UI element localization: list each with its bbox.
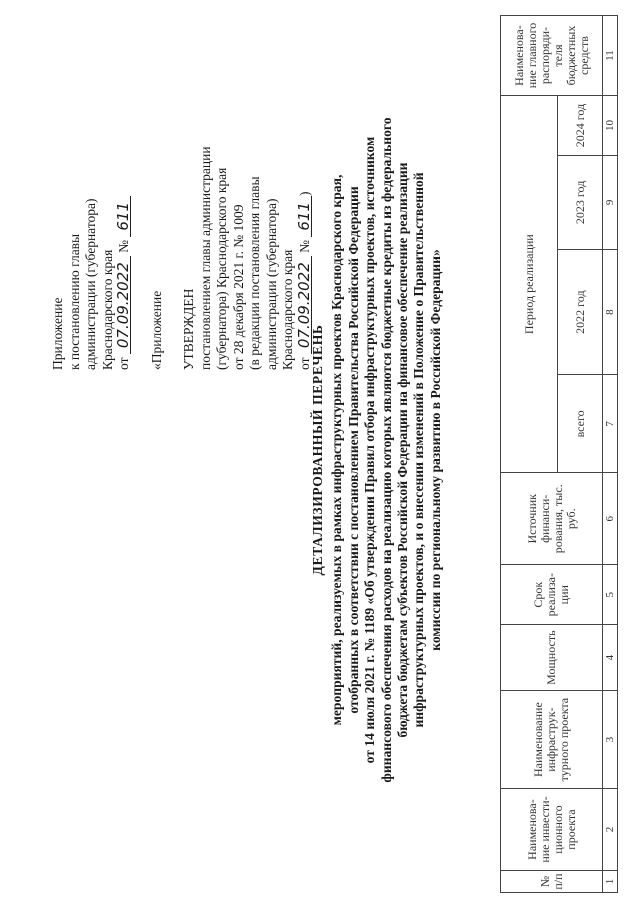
header-capacity: Мощность bbox=[501, 625, 603, 691]
title-line: мероприятий, реализуемых в рамках инфраструктурных проектов Краснодарского края, bbox=[329, 174, 345, 726]
handwritten-number: 611 bbox=[297, 196, 312, 237]
handwritten-number: 611 bbox=[116, 196, 131, 237]
header-manager: Наименова-ние главного распоряди-теля бюджетных средств bbox=[501, 16, 603, 96]
approval-line: администрации (губернатора) bbox=[263, 198, 279, 370]
title-line: комиссии по региональному развитию в Российской Федерации» bbox=[427, 249, 443, 651]
approved-heading: УТВЕРЖДЕН bbox=[181, 288, 196, 370]
title-line: бюджета бюджетам субъектов Российской Федерации на финансовое обеспечение реализации bbox=[395, 162, 411, 738]
column-number: 4 bbox=[603, 625, 618, 691]
attachment-line: к постановлению главы bbox=[66, 233, 82, 370]
column-number: 8 bbox=[603, 249, 618, 375]
approval-line: Краснодарского края bbox=[280, 249, 295, 370]
from-prefix: от bbox=[296, 357, 312, 370]
header-2024: 2024 год bbox=[558, 96, 603, 156]
column-number: 7 bbox=[603, 375, 618, 473]
header-num: № п/п bbox=[501, 871, 603, 893]
attachment-line: Краснодарского края bbox=[99, 249, 115, 370]
approval-block bbox=[50, 30, 313, 370]
title-line: отобранных в соответствии с постановлением Правительства Российской Федерации bbox=[345, 186, 361, 714]
header-total: всего bbox=[558, 375, 603, 473]
approval-line: (губернатора) Краснодарского края bbox=[214, 167, 229, 370]
column-number: 3 bbox=[603, 691, 618, 789]
document-title bbox=[310, 30, 444, 870]
header-infra-project: Наименование инфраструк-турного проекта bbox=[501, 691, 603, 789]
title-line: инфраструктурных проектов, и о внесении изменений в Положение о Правительственной bbox=[411, 172, 427, 728]
header-term: Срок реализа-ции bbox=[501, 565, 603, 625]
title-heading: ДЕТАЛИЗИРОВАННЫЙ ПЕРЕЧЕНЬ bbox=[310, 324, 325, 576]
column-number: 1 bbox=[603, 871, 618, 893]
title-line: от 14 июля 2021 г. № 1189 «Об утверждении Правил отбора инфраструктурных проектов, источником bbox=[362, 136, 378, 764]
column-number: 10 bbox=[603, 96, 618, 156]
appendix-label: «Приложение bbox=[148, 290, 164, 370]
header-invest-project: Наименова-ние инвести-ционного проекта bbox=[501, 789, 603, 871]
header-2023: 2023 год bbox=[558, 155, 603, 249]
approval-line: (в редакции постановления главы bbox=[247, 176, 262, 370]
column-number: 6 bbox=[603, 473, 618, 565]
header-period: Период реализации bbox=[501, 96, 558, 473]
closing-paren: ) bbox=[296, 191, 312, 196]
column-number: 9 bbox=[603, 155, 618, 249]
approval-line: от 28 декабря 2021 г. № 1009 bbox=[230, 204, 246, 370]
attachment-line: администрации (губернатора) bbox=[83, 198, 98, 370]
projects-table bbox=[500, 15, 618, 893]
handwritten-date: 07.09.2022 bbox=[116, 256, 131, 354]
header-source: Источник финанси-рования, тыс. руб. bbox=[501, 473, 603, 565]
attachment-date-line bbox=[116, 30, 133, 370]
column-number: 2 bbox=[603, 789, 618, 871]
attachment-line: Приложение bbox=[50, 297, 65, 370]
column-number-row bbox=[603, 16, 618, 893]
from-prefix: от bbox=[116, 357, 131, 370]
handwritten-date: 07.09.2022 bbox=[297, 256, 312, 354]
approval-line: постановлением главы администрации bbox=[197, 146, 213, 370]
header-2022: 2022 год bbox=[558, 249, 603, 375]
column-number: 5 bbox=[603, 565, 618, 625]
number-prefix: № bbox=[296, 239, 312, 253]
number-prefix: № bbox=[116, 239, 131, 253]
column-number: 11 bbox=[603, 16, 618, 96]
title-line: финансового обеспечения расходов на реализацию которых являются бюджетные кредиты из федерального bbox=[378, 117, 394, 783]
